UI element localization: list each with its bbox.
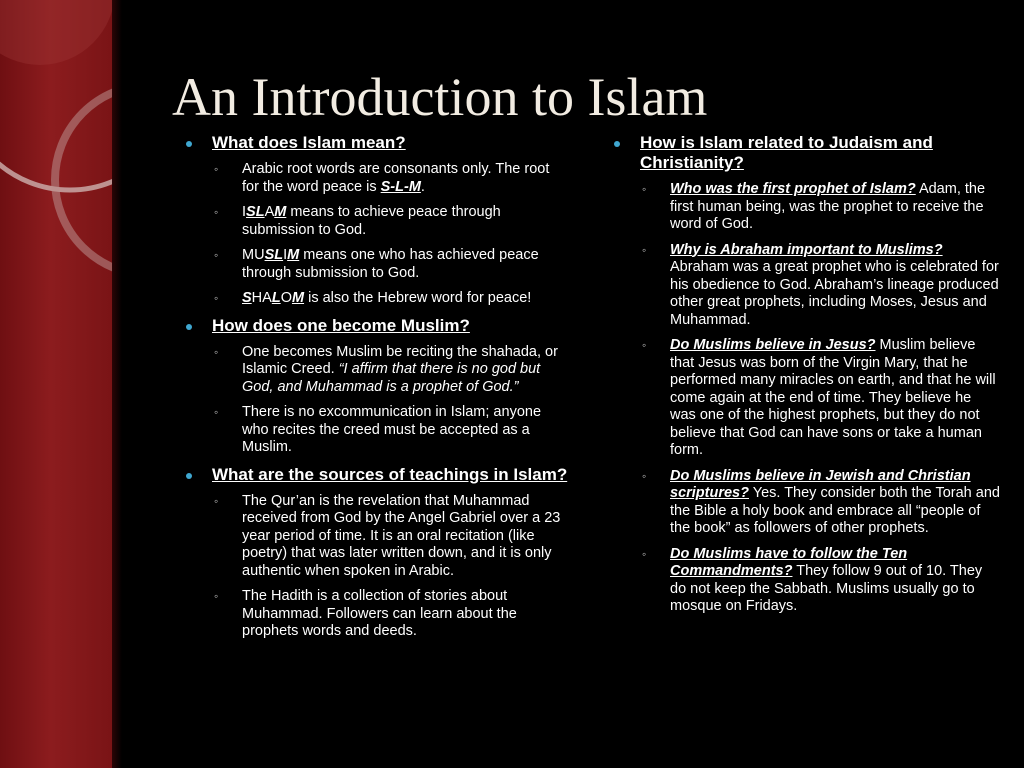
left-column — [184, 133, 568, 649]
sub-bullet: ◦ The Qur’an is the revelation that Muhammad received from God by the Angel Gabriel over a 23 year period of time. It is an oral recitation (like poetry) that was later written down, and it is only authentic when spoken in Arabic. — [212, 493, 568, 581]
topic-islam-meaning — [184, 133, 568, 308]
sub-bullet: ◦ ISLAM means to achieve peace through submission to God. — [212, 204, 568, 239]
right-column — [612, 133, 1000, 624]
sub-question: Why is Abraham important to Muslims? — [670, 241, 943, 258]
sub-bullet: ◦ Why is Abraham important to Muslims? Abraham was a great prophet who is celebrated for his obedience to God. Abraham’s lineage produced other great prophets, including Moses, Jesus and Muhammad. — [640, 242, 1000, 330]
topic-heading: How does one become Muslim? — [212, 315, 470, 335]
topic-heading: How is Islam related to Judaism and Christianity? — [640, 133, 933, 172]
sub-bullet: ◦ Arabic root words are consonants only. The root for the word peace is S-L-M. — [212, 161, 568, 196]
sub-bullet: ◦ The Hadith is a collection of stories about Muhammad. Followers can learn about the prophets words and deeds. — [212, 588, 568, 641]
sub-question: Who was the first prophet of Islam? — [670, 181, 916, 197]
sub-bullet: ◦ MUSLIM means one who has achieved peace through submission to God. — [212, 247, 568, 282]
decorative-circles — [0, 0, 112, 768]
creed-quote: “I affirm that there is no god but God, and Muhammad is a prophet of God.” — [242, 361, 541, 395]
side-band-shadow — [112, 0, 122, 768]
root-word: S-L-M — [380, 178, 421, 195]
slide-title: An Introduction to Islam — [172, 67, 708, 127]
sub-question: Do Muslims believe in Jewish and Christian scriptures? — [670, 467, 971, 501]
sub-question: Do Muslims have to follow the Ten Commandments? — [670, 545, 908, 579]
side-decor-band — [0, 0, 112, 768]
topic-become-muslim — [184, 316, 568, 457]
sub-bullet: ◦ Do Muslims believe in Jesus? Muslim believe that Jesus was born of the Virgin Mary, that he performed many miracles on earth, and that he will come again at the end of time. They believe he was one of the highest prophets, but they do not believe that God can have sons or take a human form. — [640, 337, 1000, 460]
sub-bullet: ◦ SHALOM is also the Hebrew word for peace! — [212, 290, 568, 308]
sub-question: Do Muslims believe in Jesus? — [670, 337, 876, 353]
sub-bullet: ◦ There is no excommunication in Islam; anyone who recites the creed must be accepted as a Muslim. — [212, 404, 568, 457]
sub-bullet: ◦ Who was the first prophet of Islam? Adam, the first human being, was the prophet to receive the word of God. — [640, 181, 1000, 234]
topic-judaism-christianity — [612, 133, 1000, 616]
sub-bullet: ◦ One becomes Muslim be reciting the shahada, or Islamic Creed. “I affirm that there is no god but God, and Muhammad is a prophet of God.” — [212, 344, 568, 397]
topic-sources — [184, 465, 568, 641]
sub-bullet: ◦ Do Muslims have to follow the Ten Commandments? They follow 9 out of 10. They do not keep the Sabbath. Muslims usually go to mosque on Fridays. — [640, 546, 1000, 616]
topic-heading: What does Islam mean? — [212, 133, 406, 152]
topic-heading: What are the sources of teachings in Islam? — [212, 464, 568, 484]
sub-bullet: ◦ Do Muslims believe in Jewish and Christian scriptures? Yes. They consider both the Torah and the Bible a holy book and embrace all “people of the book” as followers of other prophets. — [640, 468, 1000, 538]
